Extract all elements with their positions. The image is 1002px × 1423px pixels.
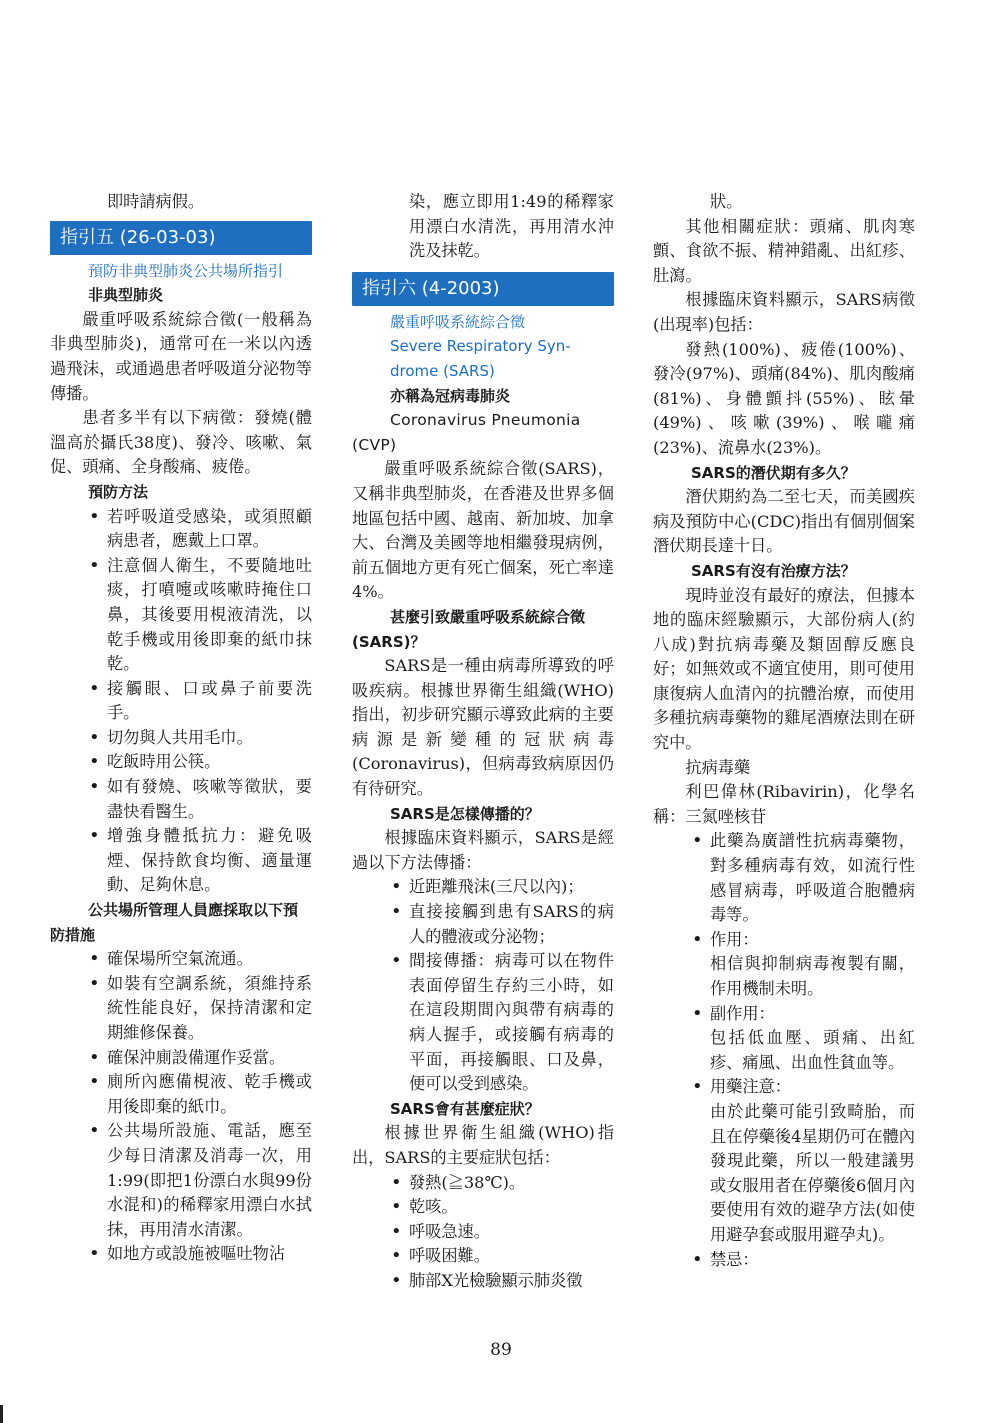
list-item — [710, 928, 915, 1002]
list-item: • 呼吸急速。 — [409, 1220, 614, 1245]
list-item: • 吃飯時用公筷。 — [107, 750, 312, 775]
paragraph-continued: 狀。 — [710, 192, 743, 211]
list-item: • 確保場所空氣流通。 — [107, 947, 312, 972]
subheading-blue: 嚴重呼吸系統綜合徵 — [390, 312, 526, 331]
list-item-text: 相信與抑制病毒複製有關，作用機制未明。 — [710, 954, 915, 998]
list-item — [710, 1075, 915, 1247]
column-1 — [50, 190, 312, 1267]
list-item: • 呼吸困難。 — [409, 1244, 614, 1269]
list-item: • 接觸眼、口或鼻子前要洗手。 — [107, 677, 312, 726]
list-item-title: • 副作用： — [710, 1003, 775, 1023]
question-heading: 甚麼引致嚴重呼吸系統綜合徵(SARS)？ — [352, 607, 586, 651]
paragraph: 患者多半有以下病徵：發燒(體溫高於攝氏38度)、發冷、咳嗽、氣促、頭痛、全身酸痛、疲倦。 — [50, 408, 312, 477]
subheading-latin: (CVP) — [352, 435, 397, 454]
subheading-prevention: 預防方法 — [88, 482, 149, 501]
symptom-list — [352, 1171, 614, 1294]
paragraph: 嚴重呼吸系統綜合徵(SARS)，又稱非典型肺炎，在香港及世界多個地區包括中國、越南、新加坡、加拿大、台灣及美國等地相繼發現病例，前五個地方更有死亡個案，死亡率達4%。 — [352, 459, 614, 602]
subheading-latin: Coronavirus Pneumonia — [390, 411, 581, 430]
list-item: • 近距離飛沫(三尺以內)； — [409, 875, 614, 900]
paragraph: 抗病毒藥 — [685, 757, 751, 777]
paragraph: 發熱(100%)、疲倦(100%)、發冷(97%)、頭痛(84%)、肌肉酸痛(81%)、身體顫抖(55%)、眩暈(49%)、咳嗽(39%)、喉嚨痛(23%)、流鼻水(23%)。 — [653, 339, 915, 457]
subheading-blue: Severe Respiratory Syn- — [390, 337, 571, 356]
subheading-management: 公共場所管理人員應採取以下預防措施 — [50, 901, 299, 944]
paragraph: 根據臨床資料顯示，SARS病徵(出現率)包括： — [653, 290, 915, 334]
list-item: • 間接傳播：病毒可以在物件表面停留生存約三小時，如在這段期間內與帶有病毒的病人握手，或接觸有病毒的平面，再接觸眼、口及鼻，便可以受到感染。 — [409, 949, 614, 1097]
drug-list — [653, 829, 915, 1272]
list-item: • 增強身體抵抗力：避免吸煙、保持飲食均衡、適量運動、足夠休息。 — [107, 824, 312, 898]
question-heading: SARS的潛伏期有多久？ — [691, 463, 856, 482]
page-number: 89 — [490, 1340, 512, 1360]
list-item: • 肺部X光檢驗顯示肺炎徵 — [409, 1269, 614, 1294]
question-heading: SARS會有甚麼症狀？ — [390, 1099, 540, 1118]
management-list — [50, 947, 312, 1267]
section-banner-guideline-6: 指引六 (4-2003) — [352, 272, 614, 306]
paragraph: 即時請病假。 — [107, 192, 205, 211]
list-item-title: • 用藥注意： — [710, 1077, 791, 1097]
list-item: • 禁忌： — [710, 1248, 915, 1273]
paragraph: 根據臨床資料顯示，SARS是經過以下方法傳播： — [352, 828, 614, 872]
paragraph: 嚴重呼吸系統綜合徵(一般稱為非典型肺炎)，通常可在一米以內透過飛沫，或通過患者呼吸道分泌物等傳播。 — [50, 309, 312, 403]
question-heading: SARS是怎樣傳播的？ — [390, 804, 540, 823]
list-item — [710, 1002, 915, 1076]
list-item-text: 由於此藥可能引致畸胎，而且在停藥後4星期仍可在體內發現此藥，所以一般建議男或女服用者在停藥後6個月內要使用有效的避孕方法(如使用避孕套或服用避孕丸)。 — [710, 1101, 915, 1244]
spread-list — [352, 875, 614, 1096]
list-item: • 切勿與人共用毛巾。 — [107, 726, 312, 751]
question-heading: SARS有沒有治療方法？ — [691, 561, 856, 580]
list-item-title: • 作用： — [710, 929, 759, 949]
paragraph: SARS是一種由病毒所導致的呼吸疾病。根據世界衛生組織(WHO)指出，初步研究顯示導致此病的主要病源是新變種的冠狀病毒(Coronavirus)，但病毒致病原因仍有待研究。 — [352, 656, 614, 799]
list-item: • 直接接觸到患有SARS的病人的體液或分泌物； — [409, 900, 614, 949]
list-item: • 廁所內應備梘液、乾手機或用後即棄的紙巾。 — [107, 1070, 312, 1119]
paragraph: 潛伏期約為二至七天，而美國疾病及預防中心(CDC)指出有個別個案潛伏期長達十日。 — [653, 487, 915, 556]
list-item: • 公共場所設施、電話，應至少每日清潔及消毒一次，用1:99(即把1份漂白水與99份水混和)的稀釋家用漂白水拭抹，再用清水清潔。 — [107, 1119, 312, 1242]
list-item: • 此藥為廣譜性抗病毒藥物，對多種病毒有效，如流行性感冒病毒，呼吸道合胞體病毒等。 — [710, 829, 915, 927]
paragraph: 根據世界衛生組織(WHO)指出，SARS的主要症狀包括： — [352, 1123, 614, 1167]
section-banner-guideline-5: 指引五 (26-03-03) — [50, 221, 312, 255]
list-item: • 若呼吸道受感染，或須照顧病患者，應戴上口罩。 — [107, 505, 312, 554]
subheading-bold: 非典型肺炎 — [88, 286, 164, 305]
prevention-list — [50, 505, 312, 899]
scan-edge-mark — [0, 1405, 3, 1423]
column-3 — [653, 190, 915, 1272]
column-2 — [352, 190, 614, 1294]
paragraph: 利巴偉林(Ribavirin)，化學名稱：三氮唑核苷 — [653, 782, 915, 826]
list-item: • 如有發燒、咳嗽等徵狀，要盡快看醫生。 — [107, 775, 312, 824]
list-item: • 如地方或設施被嘔吐物沾 — [107, 1242, 312, 1267]
paragraph: 其他相關症狀：頭痛、肌肉寒顫、食欲不振、精神錯亂、出紅疹、肚瀉。 — [653, 216, 915, 285]
subheading-bold: 亦稱為冠病毒肺炎 — [390, 386, 511, 405]
list-item: • 注意個人衛生，不要隨地吐痰，打噴嚏或咳嗽時掩住口鼻，其後要用梘液清洗，以乾手機或用後即棄的紙巾抹乾。 — [107, 554, 312, 677]
list-item: • 乾咳。 — [409, 1195, 614, 1220]
paragraph: 現時並沒有最好的療法，但據本地的臨床經驗顯示，大部份病人(約八成)對抗病毒藥及類固醇反應良好；如無效或不適宜使用，則可使用康復病人血清內的抗體治療，而使用多種抗病毒藥物的雞尾酒療法則在研究中。 — [653, 585, 915, 753]
subheading-blue: 預防非典型肺炎公共場所指引 — [88, 261, 284, 280]
paragraph-continued: 染，應立即用1:49的稀釋家用漂白水清洗，再用清水沖洗及抹乾。 — [409, 192, 614, 261]
list-item-text: 包括低血壓、頭痛、出紅疹、痛風、出血性貧血等。 — [710, 1028, 915, 1072]
list-item: • 發熱(≧38℃)。 — [409, 1171, 614, 1196]
list-item: • 如裝有空調系統，須維持系統性能良好，保持清潔和定期維修保養。 — [107, 972, 312, 1046]
subheading-blue: drome (SARS) — [390, 361, 495, 380]
list-item: • 確保沖廁設備運作妥當。 — [107, 1046, 312, 1071]
